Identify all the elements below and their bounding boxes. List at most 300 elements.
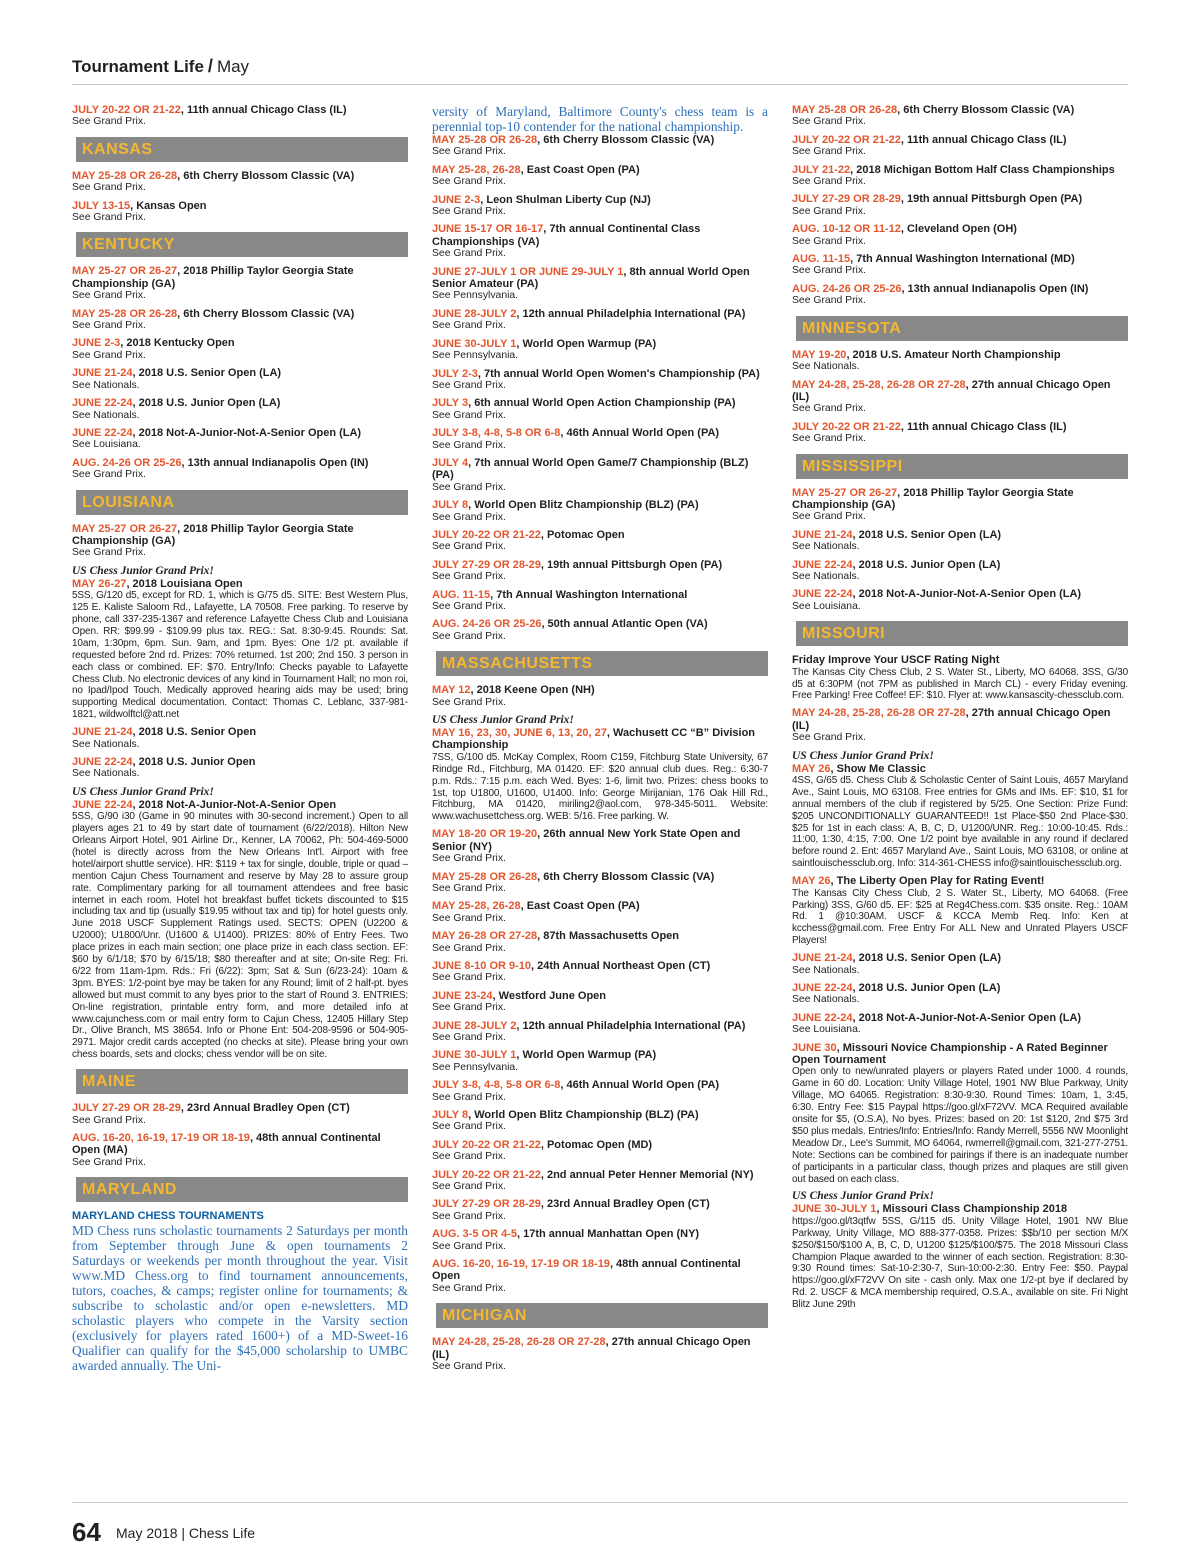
entry-dates: JUNE 30-JULY 1 bbox=[792, 1203, 877, 1216]
entry-reference: See Grand Prix. bbox=[432, 882, 506, 894]
tournament-entry bbox=[432, 684, 768, 709]
entry-reference: See Grand Prix. bbox=[792, 265, 866, 277]
entry-dates: JULY 13-15 bbox=[72, 199, 131, 212]
entry-name: , 2018 U.S. Senior Open (LA) bbox=[852, 952, 1002, 965]
entry-reference: See Grand Prix. bbox=[72, 290, 146, 302]
entry-reference: See Pennsylvania. bbox=[432, 290, 519, 302]
entry-reference: See Grand Prix. bbox=[432, 1361, 506, 1373]
entry-reference: See Grand Prix. bbox=[432, 409, 506, 421]
entry-dates: JULY 27-29 OR 28-29 bbox=[72, 1102, 181, 1115]
entry-name: , 48th annual Continental Open (MA) bbox=[72, 1132, 381, 1157]
entry-dates: JULY 8 bbox=[432, 499, 469, 512]
entry-dates: MAY 24-28, 25-28, 26-28 OR 27-28 bbox=[432, 1336, 606, 1349]
entry-name: , Wachusett CC “B” Division Championship bbox=[432, 727, 756, 752]
grand-prix-label: US Chess Junior Grand Prix! bbox=[72, 785, 214, 798]
entry-dates: AUG. 11-15 bbox=[792, 253, 851, 266]
entry-dates: JUNE 15-17 OR 16-17 bbox=[432, 223, 544, 236]
state-heading: KENTUCKY bbox=[72, 232, 408, 257]
state-heading: MASSACHUSETTS bbox=[432, 651, 768, 676]
entry-dates: MAY 25-28 OR 26-28 bbox=[792, 104, 898, 116]
entry-dates: JUNE 22-24 bbox=[72, 426, 133, 439]
entry-dates: MAY 18-20 OR 19-20 bbox=[432, 828, 538, 841]
entry-name: , 23rd Annual Bradley Open (CT) bbox=[540, 1198, 710, 1211]
entry-dates: MAY 25-28 OR 26-28 bbox=[432, 870, 538, 883]
entry-reference: See Grand Prix. bbox=[432, 1240, 506, 1252]
entry-name: , 19th annual Pittsburgh Open (PA) bbox=[900, 193, 1083, 206]
state-heading: MISSOURI bbox=[792, 621, 1128, 646]
entry-name: , 12th annual Philadelphia International (PA) bbox=[516, 307, 746, 320]
entry-reference: See Grand Prix. bbox=[432, 1181, 506, 1193]
entry-details: The Kansas City Chess Club, 2 S. Water St., Liberty, MO 64068. 3SS, G/30 d5 at 6:30PM (not 7PM as published in March CL) - every Friday evening. Free Parking! Free Coffee! EF: $10. Flyer at: www.kansascity-chessclub.com. bbox=[792, 666, 1128, 702]
entry-name: , Missouri Novice Championship - A Rated Beginner Open Tournament bbox=[792, 1041, 1108, 1066]
title-slash: / bbox=[207, 56, 213, 76]
tournament-entry bbox=[792, 707, 1128, 744]
tournament-entry bbox=[432, 1139, 768, 1164]
entry-dates: JUNE 21-24 bbox=[72, 367, 133, 380]
entry-name: , 6th Cherry Blossom Classic (VA) bbox=[537, 870, 715, 883]
entry-reference: See Grand Prix. bbox=[432, 1151, 506, 1163]
entry-name: , 7th annual World Open Game/7 Championship (BLZ) (PA) bbox=[432, 456, 749, 482]
entry-name: , World Open Warmup (PA) bbox=[516, 337, 657, 350]
tournament-entry bbox=[432, 727, 768, 752]
entry-reference: See Grand Prix. bbox=[792, 732, 866, 744]
entry-dates: JUNE 22-24 bbox=[792, 1011, 853, 1024]
entry-reference: See Nationals. bbox=[792, 964, 860, 976]
entry-reference: See Grand Prix. bbox=[792, 511, 866, 523]
entry-reference: See Grand Prix. bbox=[432, 146, 506, 158]
entry-name: , 11th annual Chicago Class (IL) bbox=[900, 420, 1067, 433]
entry-reference: See Grand Prix. bbox=[432, 320, 506, 332]
entry-reference: See Nationals. bbox=[792, 541, 860, 553]
entry-dates: JULY 27-29 OR 28-29 bbox=[432, 558, 541, 571]
page-footer bbox=[72, 1502, 1128, 1547]
entry-dates: AUG. 3-5 OR 4-5 bbox=[432, 1228, 517, 1241]
tournament-entry bbox=[792, 1012, 1128, 1037]
tournament-entry bbox=[432, 1228, 768, 1253]
tournament-entry bbox=[72, 578, 408, 590]
grand-prix-label: US Chess Junior Grand Prix! bbox=[792, 1190, 934, 1203]
tournament-entry bbox=[432, 1198, 768, 1223]
tournament-entry bbox=[792, 421, 1128, 446]
entry-reference: See Louisiana. bbox=[792, 1024, 861, 1036]
tournament-entry bbox=[792, 875, 1128, 887]
entry-reference: See Grand Prix. bbox=[72, 320, 146, 332]
entry-reference: See Grand Prix. bbox=[432, 1282, 506, 1294]
tournament-entry bbox=[432, 828, 768, 865]
entry-reference: See Grand Prix. bbox=[792, 235, 866, 247]
tournament-entry bbox=[72, 799, 408, 811]
entry-details: 7SS, G/100 d5. McKay Complex, Room C159, Fitchburg State University, 67 Rindge Rd., Fitchburg, MA 01420. EF: $20 annual club dues. Reg.: 6:30-7 p.m. Rds.: 7:15 p.m. each Wed. Byes: 1-6, limit two. Prizes: chess books to 1st, top U1800, U1600, U1400. Info: George Mirijanian, 176 Oak Hill Rd., Fitchburg, MA 01420, miriling2@aol.com, 978-345-5011. Website: www.wachusettchess.org. WEB: 5/16. Free parking. W. bbox=[432, 751, 768, 823]
entry-name: , The Liberty Open Play for Rating Event! bbox=[830, 875, 1045, 888]
entry-dates: JUNE 22-24 bbox=[72, 798, 133, 811]
footer-issue: May 2018 | Chess Life bbox=[116, 1525, 256, 1541]
entry-name: , 2018 Phillip Taylor Georgia State Championship (GA) bbox=[72, 265, 354, 290]
entry-name: , World Open Blitz Championship (BLZ) (PA) bbox=[468, 1109, 699, 1121]
entry-name: , 2018 Not-A-Junior-Not-A-Senior Open (LA) bbox=[132, 426, 362, 439]
entry-name: , World Open Warmup (PA) bbox=[516, 1049, 657, 1062]
tournament-entry bbox=[432, 308, 768, 333]
entry-dates: JULY 27-29 OR 28-29 bbox=[792, 193, 901, 206]
entry-name: , 2018 U.S. Senior Open (LA) bbox=[852, 528, 1002, 541]
entry-reference: See Pennsylvania. bbox=[432, 1061, 519, 1073]
entry-reference: See Grand Prix. bbox=[432, 1031, 506, 1043]
tournament-entry bbox=[792, 952, 1128, 977]
md-chess-heading: MARYLAND CHESS TOURNAMENTS bbox=[72, 1210, 264, 1223]
entry-name: , 27th annual Chicago Open (IL) bbox=[792, 378, 1111, 403]
entry-details: 5SS, G/120 d5, except for RD. 1, which is G/75 d5. SITE: Best Western Plus, 125 E. Kaliste Saloom Rd., Lafayette, LA 70508. Free parking. To reserve by phone, call 337-235-1367 and reference Lafayette Chess Club and Louisiana Open. RR: $99.99 - $109.99 plus tax. REG.: Sat. 8:30-9:45. Rounds: Sat. 10am, 1:30pm, 6pm. Sun. 9am, and 1pm. Byes: One 1/2 pt. available if requested before 2nd rd. Prizes: 70% returned. 1st 200; 2nd 150. 3 person in each class or combined. EF: $70. Entry/Info: Checks payable to Lafayette Chess Club. No electronic devices of any kind in Tournament Hall; no mon roi, no Ipad/Ipod Touch. Medically approved hearing aids may be used; bring supporting Medical documentation. Contact: Thomas C. Leblanc, 337-981-1821, wildwolftcl@att.net bbox=[72, 590, 408, 721]
tournament-entry bbox=[72, 265, 408, 302]
entry-details: 5SS, G/90 i30 (Game in 90 minutes with 30-second increment.) Open to all players ages 21 to 49 by start date of tournament (6/22/2018). Hilton New Orleans Airport Hotel, 901 Airline Dr., Kenner, LA 70062, Ph: 504-469-5000 (hotel is directly across from the New Orleans Int'l. Airport with free hotel/airport shuttle service). HR: $119 + tax for single, double, triple or quad – mention Cajun Chess Tournament and reserve by May 28 to assure group rate. Complimentary parking for all tournament attendees and free basic internet in each room. Hotel hot breakfast buffet tickets discounted to $15 including tax and tip (usually $19.95 without tax and tip) for hotel guests only. June 2018 USCF Supplement Ratings used. SECTS: OPEN (U2200 & U2000); U1800/Unr. (U1600 & U1400). PRIZES: 80% of Entry Fees. Two place prizes in each main section; one place prize in each class section. EF: $60 by 6/1/18; $70 by 6/15/18; $80 thereafter and at site; On-site Reg: Fri. 6/22 from 11am-1pm. Rds.: Fri (6/22): 3pm; Sat & Sun (6/23-24): 10am & 3pm. BYES: 1/2-point bye may be taken for any Round; limit of 2 half-pt. byes allowed but must commit to any byes prior to the start of Round 3. ENTRIES: On-line registration, printable entry form, and more detailed info at www.cajunchess.com or mail entry form to Cajun Chess, 12405 Hillary Step Dr., Olive Branch, MS 38654. Info or Phone Ent: 504-208-9596 or 504-905-2971. Major credit cards accepted (no checks at site). Please bring your own chess boards, sets and clocks; chess vendor will be on site. bbox=[72, 811, 408, 1061]
entry-reference: See Grand Prix. bbox=[432, 511, 506, 523]
entry-reference: See Nationals. bbox=[72, 738, 140, 750]
entry-dates: MAY 25-28, 26-28 bbox=[432, 163, 521, 176]
entry-reference: See Grand Prix. bbox=[72, 116, 146, 128]
entry-reference: See Grand Prix. bbox=[432, 630, 506, 642]
section-title: Tournament Life bbox=[72, 57, 204, 76]
state-heading: MISSISSIPPI bbox=[792, 454, 1128, 479]
entry-reference: See Grand Prix. bbox=[792, 433, 866, 445]
entry-name: , Westford June Open bbox=[492, 989, 607, 1002]
tournament-entry bbox=[792, 982, 1128, 1007]
entry-name: , 27th annual Chicago Open (IL) bbox=[432, 1336, 751, 1361]
entry-name: , 27th annual Chicago Open (IL) bbox=[792, 707, 1111, 732]
tournament-entry bbox=[432, 589, 768, 614]
entry-name: , 7th Annual Washington International (MD) bbox=[850, 253, 1075, 266]
entry-reference: See Grand Prix. bbox=[72, 182, 146, 194]
entry-dates: JULY 21-22 bbox=[792, 163, 851, 176]
entry-reference: See Grand Prix. bbox=[432, 1121, 506, 1133]
entry-name: , Leon Shulman Liberty Cup (NJ) bbox=[480, 193, 651, 206]
entry-dates: MAY 26-27 bbox=[72, 577, 127, 590]
state-heading: MICHIGAN bbox=[432, 1303, 768, 1328]
tournament-entry bbox=[432, 559, 768, 584]
tournament-entry bbox=[432, 1258, 768, 1295]
tournament-entry bbox=[432, 397, 768, 422]
entry-reference: See Grand Prix. bbox=[792, 205, 866, 217]
entry-name: , 2018 U.S. Junior Open bbox=[132, 755, 256, 768]
entry-details: The Kansas City Chess Club, 2 S. Water St., Liberty, MO 64068. (Free Parking) 3SS, G/60 d5. EF: $25 at Reg4Chess.com. $35 onsite. Reg.: 10AM Rd. 1 @10:30AM. USCF & KCCA Memb Req. Info: Ken at kcchess@gmail.com. Free Entry For ALL New and Unrated Players USCF Players! bbox=[792, 887, 1128, 947]
entry-dates: JUNE 21-24 bbox=[792, 952, 853, 965]
entry-dates: MAY 24-28, 25-28, 26-28 OR 27-28 bbox=[792, 707, 966, 720]
entry-name: , World Open Blitz Championship (BLZ) (PA) bbox=[468, 499, 699, 512]
page-number: 64 bbox=[72, 1517, 101, 1547]
tournament-entry bbox=[792, 253, 1128, 278]
entry-name: , 6th annual World Open Action Championship (PA) bbox=[468, 397, 736, 410]
entry-dates: JUNE 21-24 bbox=[72, 726, 133, 739]
entry-dates: JUNE 23-24 bbox=[432, 989, 493, 1002]
tournament-entry bbox=[432, 960, 768, 985]
entry-dates: JUNE 2-3 bbox=[72, 337, 121, 350]
tournament-entry bbox=[792, 529, 1128, 554]
tournament-entry bbox=[72, 200, 408, 225]
tournament-entry bbox=[792, 654, 1128, 666]
tournament-entry bbox=[432, 529, 768, 554]
entry-reference: See Grand Prix. bbox=[72, 349, 146, 361]
entry-name: , 2018 U.S. Amateur North Championship bbox=[846, 348, 1061, 361]
entry-dates: JUNE 30-JULY 1 bbox=[432, 337, 517, 350]
entry-dates: MAY 25-28 OR 26-28 bbox=[72, 307, 178, 320]
entry-name: , 50th annual Atlantic Open (VA) bbox=[541, 618, 708, 631]
entry-dates: JUNE 27-JULY 1 OR JUNE 29-JULY 1 bbox=[432, 265, 624, 278]
entry-reference: See Nationals. bbox=[72, 768, 140, 780]
entry-reference: See Grand Prix. bbox=[432, 439, 506, 451]
entry-reference: See Grand Prix. bbox=[432, 379, 506, 391]
entry-name: , 19th annual Pittsburgh Open (PA) bbox=[540, 558, 723, 571]
entry-name: , 26th annual New York State Open and Senior (NY) bbox=[432, 828, 741, 853]
entry-dates: MAY 25-28, 26-28 bbox=[432, 900, 521, 913]
entry-reference: See Nationals. bbox=[72, 409, 140, 421]
grand-prix-label: US Chess Junior Grand Prix! bbox=[72, 564, 214, 577]
tournament-entry bbox=[792, 559, 1128, 584]
tournament-entry bbox=[792, 283, 1128, 308]
entry-reference: See Louisiana. bbox=[72, 439, 141, 451]
entry-name: , Potomac Open bbox=[540, 528, 625, 541]
state-heading: MARYLAND bbox=[72, 1177, 408, 1202]
entry-name: , 2018 U.S. Junior Open (LA) bbox=[132, 397, 281, 410]
md-chess-text: MD Chess runs scholastic tournaments 2 Saturdays per month from September through June & open tournaments 2 Saturdays or weekends per month throughout the year. Visit www.MD Chess.org to find tournament announcements, tutors, coaches, & camps; register online for tournaments; & subscribe to scholastic and/or open e-newsletters. MD scholastic players who compete in the Varsity section (exclusively for players rated 1600+) of a MD-Sweet-16 Qualifier can qualify for the $45,000 scholarship to UMBC awarded annually. The Uni- bbox=[72, 1223, 408, 1374]
tournament-entry bbox=[792, 349, 1128, 374]
entry-reference: See Nationals. bbox=[72, 379, 140, 391]
tournament-entry bbox=[792, 379, 1128, 416]
state-heading: MAINE bbox=[72, 1069, 408, 1094]
entry-name: , Potomac Open (MD) bbox=[540, 1138, 653, 1151]
entry-dates: MAY 26-28 OR 27-28 bbox=[432, 930, 538, 943]
tournament-entry bbox=[432, 1049, 768, 1074]
tournament-entry bbox=[72, 1102, 408, 1127]
entry-name: , 6th Cherry Blossom Classic (VA) bbox=[177, 307, 355, 320]
entry-name: , 2018 Kentucky Open bbox=[120, 337, 235, 350]
entry-dates: JULY 3-8, 4-8, 5-8 OR 6-8 bbox=[432, 1079, 561, 1092]
entry-name: , 11th annual Chicago Class (IL) bbox=[900, 133, 1067, 146]
entry-reference: See Grand Prix. bbox=[432, 601, 506, 612]
entry-name: , 2018 Not-A-Junior-Not-A-Senior Open (LA) bbox=[852, 588, 1082, 601]
entry-name: , 13th annual Indianapolis Open (IN) bbox=[181, 456, 369, 469]
entry-reference: See Grand Prix. bbox=[432, 1091, 506, 1103]
entry-reference: See Pennsylvania. bbox=[432, 350, 519, 362]
entry-name: , 2018 Keene Open (NH) bbox=[470, 684, 595, 697]
tournament-entry bbox=[792, 223, 1128, 248]
entry-name: , 87th Massachusetts Open bbox=[537, 930, 679, 943]
entry-dates: AUG. 24-26 OR 25-26 bbox=[432, 618, 542, 631]
entry-dates: MAY 25-27 OR 26-27 bbox=[72, 265, 178, 278]
entry-name: , 8th annual World Open Senior Amateur (PA) bbox=[432, 265, 750, 291]
entry-reference: See Grand Prix. bbox=[792, 146, 866, 158]
tournament-entry bbox=[792, 104, 1128, 129]
entry-name: , 7th annual World Open Women's Championship (PA) bbox=[477, 367, 760, 380]
entry-name: , 2018 U.S. Junior Open (LA) bbox=[852, 558, 1001, 571]
entry-dates: AUG. 11-15 bbox=[432, 588, 491, 601]
tournament-entry bbox=[72, 523, 408, 560]
tournament-entry bbox=[792, 588, 1128, 613]
entry-dates: JULY 27-29 OR 28-29 bbox=[432, 1198, 541, 1211]
entry-details: 4SS, G/65 d5. Chess Club & Scholastic Center of Saint Louis, 4657 Maryland Ave., Saint Louis, MO 63108. Free entries for GMs and IMs. EF: $10, $1 for annual members of the club if registered by 5/25. One Section: Prize Fund: $205 UNCONDITIONALLY GUARANTEED!! 1st Place-$50 2nd Place-$30. $25 for 1st in each class: A, B, C, D, U1200/UNR. Reg.: 10:00-10:45. Rds.: 11:00, 1:30, 4:15, 7:00. One 1/2 point bye available in any round if declared before round 2. Ent: 4657 Maryland Ave., Saint Louis, MO 63108, or online at saintlouischessclub.org. Info: 314-361-CHESS info@saintlouischessclub.org. bbox=[792, 774, 1128, 870]
tournament-entry bbox=[432, 427, 768, 452]
entry-name: , Show Me Classic bbox=[830, 762, 926, 775]
entry-name: , 7th Annual Washington International bbox=[490, 588, 688, 601]
tournament-entry bbox=[72, 457, 408, 482]
entry-dates: JUNE 21-24 bbox=[792, 528, 853, 541]
entry-dates: JUNE 30 bbox=[792, 1041, 837, 1054]
entry-reference: See Nationals. bbox=[792, 994, 860, 1006]
entry-reference: See Grand Prix. bbox=[432, 571, 506, 583]
entry-reference: See Grand Prix. bbox=[432, 248, 506, 260]
entry-reference: See Grand Prix. bbox=[432, 912, 506, 924]
entry-reference: See Grand Prix. bbox=[432, 696, 506, 708]
entry-name: , 48th annual Continental Open bbox=[432, 1258, 741, 1283]
entry-details: Open only to new/unrated players or players Rated under 1000. 4 rounds, Game in 60 d0. Location: Unity Village Hotel, 1901 NW Blue Parkway, Unity Village, MO 64065. Registration: 8:30-9:30. Round Times: 10am, 1, 3:45, 6:30. Entry Fee: $15 Paypal https://goo.gl/xF72VV. MCA Required available onsite for $5, (O.S.A), No byes. Prizes: based on 20: 1st $120, 2nd $75 3rd $50 plus medals. Entries/Info: Entries/Info: Randy Merrell, 5556 NW Moonlight Meadow Dr., Lee's Summit, MO 64064, rwmerrell@gmail.com, 321-277-2751. Note: Sections can be combined for pairings if there is an inadequate number of participants in a particular class, though prizes and plaques are still given out based on each class. bbox=[792, 1066, 1128, 1185]
state-heading: LOUISIANA bbox=[72, 490, 408, 515]
entry-dates: JULY 20-22 OR 21-22 bbox=[792, 420, 901, 433]
entry-dates: AUG. 16-20, 16-19, 17-19 OR 18-19 bbox=[432, 1258, 610, 1271]
entry-details: https://goo.gl/t3qtfw 5SS, G/115 d5. Unity Village Hotel, 1901 NW Blue Parkway, Unity Village, MO 888-377-0358. Prizes: $$b/10 per section M/X $250/$150/$100 A, B, C, D, U1200 $125/$100/$75. The 2018 Missouri Class Champion Plaque awarded to the winner of each section. Registration: 8:30-9:30 Round times: Sat-10-2:30-7, Sun-10:00-2:30. Entry Fee: $50. Paypal https://goo.gl/xF72VV On site - cash only. Max one 1/2-pt bye if declared by Rd. 2. USCF & MCA membership required, O.S.A., available on site. Fri Night Blitz June 29th bbox=[792, 1215, 1128, 1311]
md-chess-text: versity of Maryland, Baltimore County's chess team is a perennial top-10 contender for the national championship. bbox=[432, 104, 768, 134]
entry-dates: JULY 20-22 OR 21-22 bbox=[72, 104, 181, 116]
entry-reference: See Grand Prix. bbox=[432, 481, 506, 493]
entry-name: , 11th annual Chicago Class (IL) bbox=[180, 104, 347, 116]
entry-reference: See Grand Prix. bbox=[432, 1002, 506, 1014]
entry-name: , 2018 U.S. Senior Open bbox=[132, 726, 257, 739]
tournament-entry bbox=[432, 194, 768, 219]
entry-dates: JUNE 30-JULY 1 bbox=[432, 1049, 517, 1062]
tournament-entry bbox=[792, 193, 1128, 218]
tournament-entry bbox=[72, 756, 408, 781]
entry-name: , 2018 Not-A-Junior-Not-A-Senior Open (LA) bbox=[852, 1011, 1082, 1024]
entry-reference: See Grand Prix. bbox=[432, 942, 506, 954]
tournament-entry bbox=[72, 337, 408, 362]
entry-reference: See Grand Prix. bbox=[432, 206, 506, 218]
tournament-entry bbox=[432, 871, 768, 896]
entry-dates: JULY 8 bbox=[432, 1109, 469, 1121]
entry-reference: See Nationals. bbox=[792, 361, 860, 373]
tournament-entry bbox=[792, 164, 1128, 189]
entry-reference: See Grand Prix. bbox=[72, 469, 146, 481]
tournament-entry bbox=[432, 499, 768, 524]
tournament-entry bbox=[432, 1336, 768, 1373]
tournament-entry bbox=[432, 368, 768, 393]
column-3 bbox=[792, 104, 1128, 1494]
tournament-entry bbox=[72, 367, 408, 392]
entry-name: , 2018 Phillip Taylor Georgia State Championship (GA) bbox=[72, 522, 354, 547]
entry-name: , 2018 Phillip Taylor Georgia State Championship (GA) bbox=[792, 486, 1074, 511]
entry-dates: JUNE 22-24 bbox=[792, 558, 853, 571]
tournament-entry bbox=[432, 1109, 768, 1134]
entry-dates: MAY 25-27 OR 26-27 bbox=[72, 522, 178, 535]
tournament-entry bbox=[792, 1203, 1128, 1215]
tournament-entry bbox=[72, 726, 408, 751]
tournament-entry bbox=[432, 164, 768, 189]
entry-reference: See Grand Prix. bbox=[792, 116, 866, 128]
entry-reference: See Grand Prix. bbox=[432, 972, 506, 984]
entry-name: , 23rd Annual Bradley Open (CT) bbox=[180, 1102, 350, 1115]
entry-dates: JULY 4 bbox=[432, 456, 469, 469]
entry-dates: JULY 20-22 OR 21-22 bbox=[432, 528, 541, 541]
entry-reference: See Grand Prix. bbox=[432, 541, 506, 553]
entry-reference: See Grand Prix. bbox=[792, 295, 866, 307]
entry-dates: MAY 24-28, 25-28, 26-28 OR 27-28 bbox=[792, 378, 966, 391]
entry-dates: JULY 20-22 OR 21-22 bbox=[432, 1138, 541, 1151]
entry-dates: AUG. 16-20, 16-19, 17-19 OR 18-19 bbox=[72, 1132, 250, 1144]
tournament-entry bbox=[432, 930, 768, 955]
state-heading: MINNESOTA bbox=[792, 316, 1128, 341]
entry-name: , 2018 U.S. Junior Open (LA) bbox=[852, 981, 1001, 994]
entry-dates: MAY 25-28 OR 26-28 bbox=[432, 134, 538, 146]
entry-reference: See Grand Prix. bbox=[72, 547, 146, 559]
entry-name: , 6th Cherry Blossom Classic (VA) bbox=[177, 169, 355, 182]
tournament-entry bbox=[432, 990, 768, 1015]
entry-dates: AUG. 10-12 OR 11-12 bbox=[792, 223, 901, 236]
entry-name: , 13th annual Indianapolis Open (IN) bbox=[901, 282, 1089, 295]
tournament-entry bbox=[792, 487, 1128, 524]
entry-name: , Kansas Open bbox=[130, 199, 207, 212]
entry-dates: JULY 3 bbox=[432, 397, 469, 410]
entry-reference: See Grand Prix. bbox=[432, 176, 506, 188]
entry-name: , 6th Cherry Blossom Classic (VA) bbox=[897, 104, 1075, 116]
tournament-entry bbox=[72, 427, 408, 452]
entry-name: , East Coast Open (PA) bbox=[520, 900, 640, 913]
state-heading: KANSAS bbox=[72, 137, 408, 162]
entry-name: , 46th Annual World Open (PA) bbox=[560, 427, 720, 440]
tournament-entry bbox=[432, 1169, 768, 1194]
entry-dates: JUNE 22-24 bbox=[72, 755, 133, 768]
tournament-entry bbox=[432, 900, 768, 925]
entry-name: , 2018 Michigan Bottom Half Class Championships bbox=[850, 163, 1115, 176]
entry-dates: JULY 20-22 OR 21-22 bbox=[792, 133, 901, 146]
entry-dates: JUNE 8-10 OR 9-10 bbox=[432, 959, 532, 972]
entry-name: , 2018 Louisiana Open bbox=[126, 577, 243, 590]
entry-name: , 2018 Not-A-Junior-Not-A-Senior Open bbox=[132, 798, 337, 811]
entry-dates: MAY 12 bbox=[432, 684, 471, 697]
entry-reference: See Grand Prix. bbox=[792, 403, 866, 415]
entry-reference: See Grand Prix. bbox=[72, 212, 146, 224]
entry-dates: MAY 26 bbox=[792, 762, 831, 775]
column-1 bbox=[72, 104, 408, 1494]
tournament-entry bbox=[432, 134, 768, 159]
tournament-entry bbox=[432, 223, 768, 260]
entry-reference: See Grand Prix. bbox=[432, 853, 506, 865]
tournament-entry bbox=[432, 1079, 768, 1104]
tournament-entry bbox=[432, 266, 768, 303]
entry-dates: JUNE 22-24 bbox=[72, 397, 133, 410]
entry-reference: See Louisiana. bbox=[792, 600, 861, 612]
entry-dates: MAY 16, 23, 30, JUNE 6, 13, 20, 27 bbox=[432, 727, 607, 740]
entry-name: , 12th annual Philadelphia International (PA) bbox=[516, 1019, 746, 1032]
entry-dates: MAY 26 bbox=[792, 875, 831, 888]
entry-name: , Cleveland Open (OH) bbox=[900, 223, 1017, 236]
tournament-entry bbox=[72, 104, 408, 129]
entry-dates: JUNE 2-3 bbox=[432, 193, 481, 206]
entry-name: , 17th annual Manhattan Open (NY) bbox=[516, 1228, 700, 1241]
tournament-entry bbox=[792, 763, 1128, 775]
entry-name: , 7th annual Continental Class Championships (VA) bbox=[432, 223, 701, 248]
tournament-entry bbox=[72, 397, 408, 422]
tournament-entry bbox=[432, 457, 768, 494]
entry-reference: See Grand Prix. bbox=[72, 1114, 146, 1126]
tournament-entry bbox=[792, 1042, 1128, 1067]
entry-reference: See Nationals. bbox=[792, 570, 860, 582]
entry-reference: See Grand Prix. bbox=[432, 1210, 506, 1222]
entry-name: , 46th Annual World Open (PA) bbox=[560, 1079, 720, 1092]
entry-dates: JUNE 28-JULY 2 bbox=[432, 1019, 517, 1032]
entry-dates: JULY 20-22 OR 21-22 bbox=[432, 1168, 541, 1181]
grand-prix-label: US Chess Junior Grand Prix! bbox=[432, 714, 574, 727]
entry-reference: See Grand Prix. bbox=[792, 176, 866, 188]
tournament-entry bbox=[72, 1132, 408, 1169]
tournament-entry bbox=[432, 1020, 768, 1045]
entry-name: , Missouri Class Championship 2018 bbox=[876, 1203, 1068, 1216]
column-2 bbox=[432, 104, 768, 1494]
entry-name: , East Coast Open (PA) bbox=[520, 163, 640, 176]
entry-name: Friday Improve Your USCF Rating Night bbox=[792, 654, 1000, 667]
